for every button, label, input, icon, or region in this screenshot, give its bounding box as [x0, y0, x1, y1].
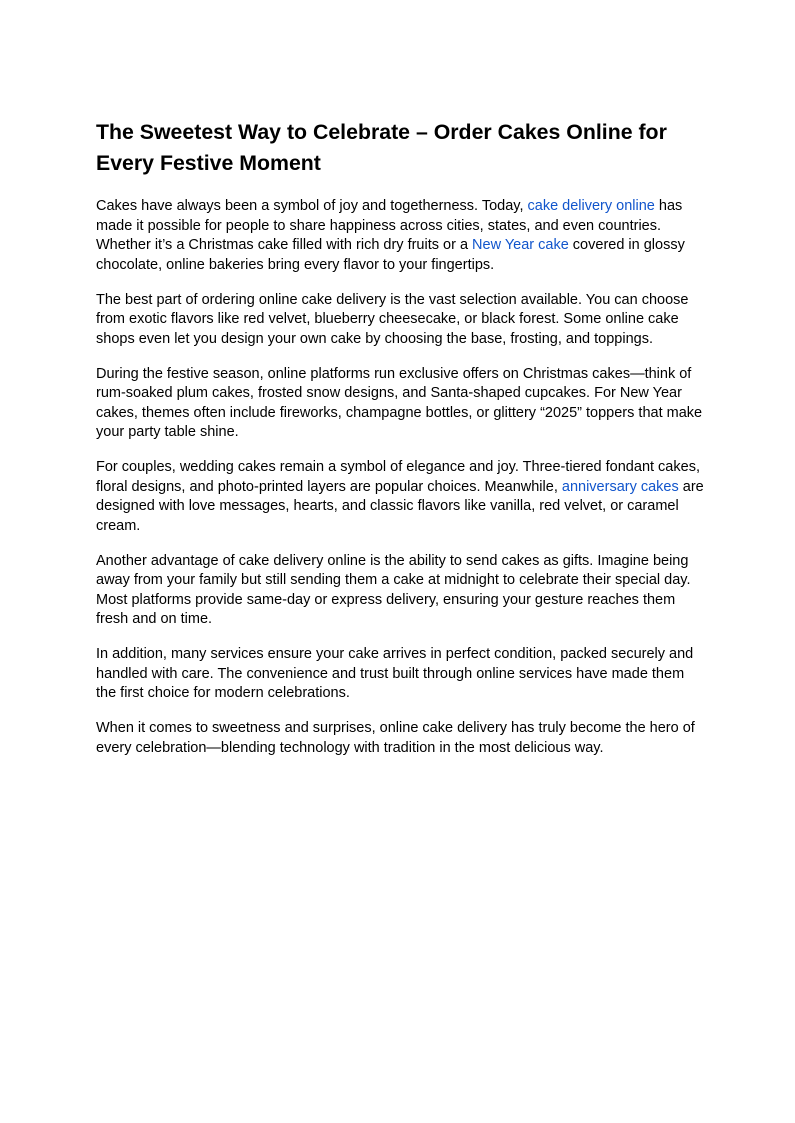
article-body [96, 197, 706, 758]
new-year-cake-link[interactable]: New Year cake [472, 237, 569, 253]
paragraph-condition: In addition, many services ensure your cake arrives in perfect condition, packed securely and handled with care. The convenience and trust built through online services have made them the first choice for modern celebrations. [96, 646, 694, 701]
paragraph-festive-season: During the festive season, online platforms run exclusive offers on Christmas cakes—think of rum-soaked plum cakes, frosted snow designs, and Santa-shaped cupcakes. For New Year cakes, themes often include fireworks, champagne bottles, or glittery “2025” toppers that make your party table shine. [96, 365, 703, 440]
paragraph-text: covered in glossy chocolate, online bakeries bring every flavor to your fingertips. [96, 237, 685, 273]
anniversary-cakes-link[interactable]: anniversary cakes [561, 478, 679, 495]
paragraph-selection: The best part of ordering online cake delivery is the vast selection available. You can choose from exotic flavors like red velvet, blueberry cheesecake, or black forest. Some online cake shops even let you design your own cake by choosing the base, frosting, and toppings. [96, 291, 689, 347]
cake-delivery-online-link[interactable]: cake delivery online [527, 198, 655, 214]
paragraph-text: are designed with love messages, hearts, and classic flavors like vanilla, red velvet, or caramel cream. [96, 478, 704, 534]
paragraph-text: has made it possible for people to share happiness across cities, states, and even countries. Whether it’s a Christmas cake filled with rich dry fruits or a [96, 198, 683, 253]
paragraph-conclusion: When it comes to sweetness and surprises, online cake delivery has truly become the hero of every celebration—blending technology with tradition in the most delicious way. [96, 720, 695, 756]
paragraph-gifts: Another advantage of cake delivery online is the ability to send cakes as gifts. Imagine being away from your family but still sending them a cake at midnight to celebrate their special day. Most platforms provide same-day or express delivery, ensuring your gesture reaches them fresh and on time. [96, 552, 691, 627]
paragraph-intro [96, 197, 706, 275]
page-title: The Sweetest Way to Celebrate – Order Cakes Online for Every Festive Moment [96, 120, 667, 175]
paragraph-text: For couples, wedding cakes remain a symbol of elegance and joy. Three-tiered fondant cakes, floral designs, and photo-printed layers are popular choices. Meanwhile, [96, 459, 700, 495]
document-page [96, 117, 706, 774]
paragraph-text: Cakes have always been a symbol of joy and togetherness. Today, [96, 198, 528, 214]
paragraph-couples [96, 458, 706, 536]
